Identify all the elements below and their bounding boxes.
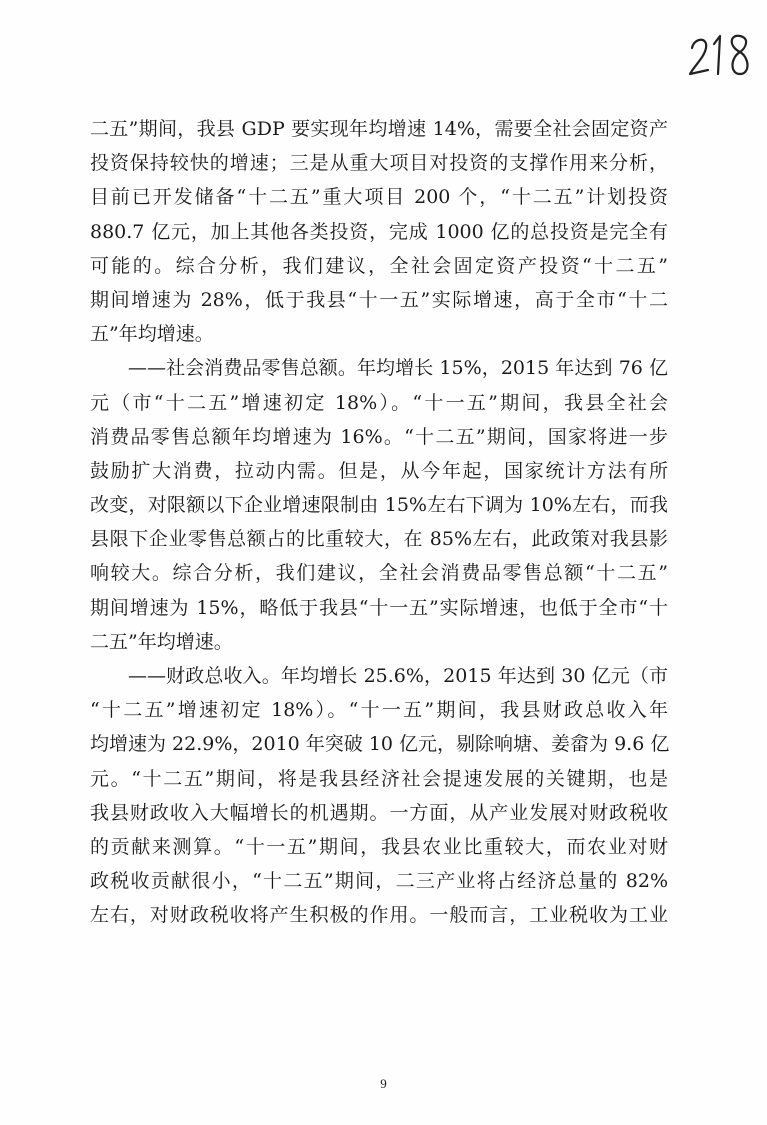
body-text	[90, 112, 668, 933]
text-line: 我县财政收入大幅增长的机遇期。一方面，从产业发展对财政税收	[90, 801, 668, 824]
text-line: 改变，对限额以下企业增速限制由 15%左右下调为 10%左右，而我	[90, 494, 668, 517]
text-line: 二五”期间，我县 GDP 要实现年均增速 14%，需要全社会固定资产	[90, 118, 668, 140]
text-line: ——财政总收入。年均增长 25.6%，2015 年达到 30 亿元（市	[128, 665, 668, 687]
page-number: 9	[380, 1076, 387, 1091]
handwritten-page-mark-icon	[686, 28, 756, 80]
text-line: 二五”年均增速。	[90, 630, 233, 653]
text-line: 元（市“十二五”增速初定 18%）。“十一五”期间，我县全社会	[90, 391, 668, 414]
text-line: 期间增速为 15%，略低于我县“十一五”实际增速，也低于全市“十	[90, 596, 668, 619]
text-line: 县限下企业零售总额占的比重较大，在 85%左右，此政策对我县影	[90, 528, 668, 551]
text-line: 的贡献来测算。“十一五”期间，我县农业比重较大，而农业对财	[90, 835, 668, 858]
text-line: 消费品零售总额年均增速为 16%。“十二五”期间，国家将进一步	[90, 425, 668, 448]
text-line: 左右，对财政税收将产生积极的作用。一般而言，工业税收为工业	[90, 904, 668, 927]
text-line: 可能的。综合分析，我们建议，全社会固定资产投资“十二五”	[90, 254, 668, 277]
text-line: 均增速为 22.9%，2010 年突破 10 亿元，剔除响塘、姜畲为 9.6 亿	[90, 733, 670, 756]
text-line: 目前已开发储备“十二五”重大项目 200 个，“十二五”计划投资	[90, 186, 668, 209]
text-line: 期间增速为 28%，低于我县“十一五”实际增速，高于全市“十二	[90, 288, 668, 311]
text-line: 元。“十二五”期间，将是我县经济社会提速发展的关键期，也是	[90, 767, 668, 790]
text-line: 鼓励扩大消费，拉动内需。但是，从今年起，国家统计方法有所	[90, 459, 668, 482]
text-line: 投资保持较快的增速；三是从重大项目对投资的支撑作用来分析，	[90, 152, 668, 175]
text-line: “十二五”增速初定 18%）。“十一五”期间，我县财政总收入年	[90, 699, 668, 722]
text-line: ——社会消费品零售总额。年均增长 15%，2015 年达到 76 亿	[128, 357, 668, 380]
text-line: 880.7 亿元，加上其他各类投资，完成 1000 亿的总投资是完全有	[90, 220, 668, 243]
text-line: 响较大。综合分析，我们建议，全社会消费品零售总额“十二五”	[90, 562, 668, 585]
text-line: 政税收贡献很小，“十二五”期间，二三产业将占经济总量的 82%	[90, 870, 668, 893]
text-line: 五”年均增速。	[90, 323, 214, 346]
